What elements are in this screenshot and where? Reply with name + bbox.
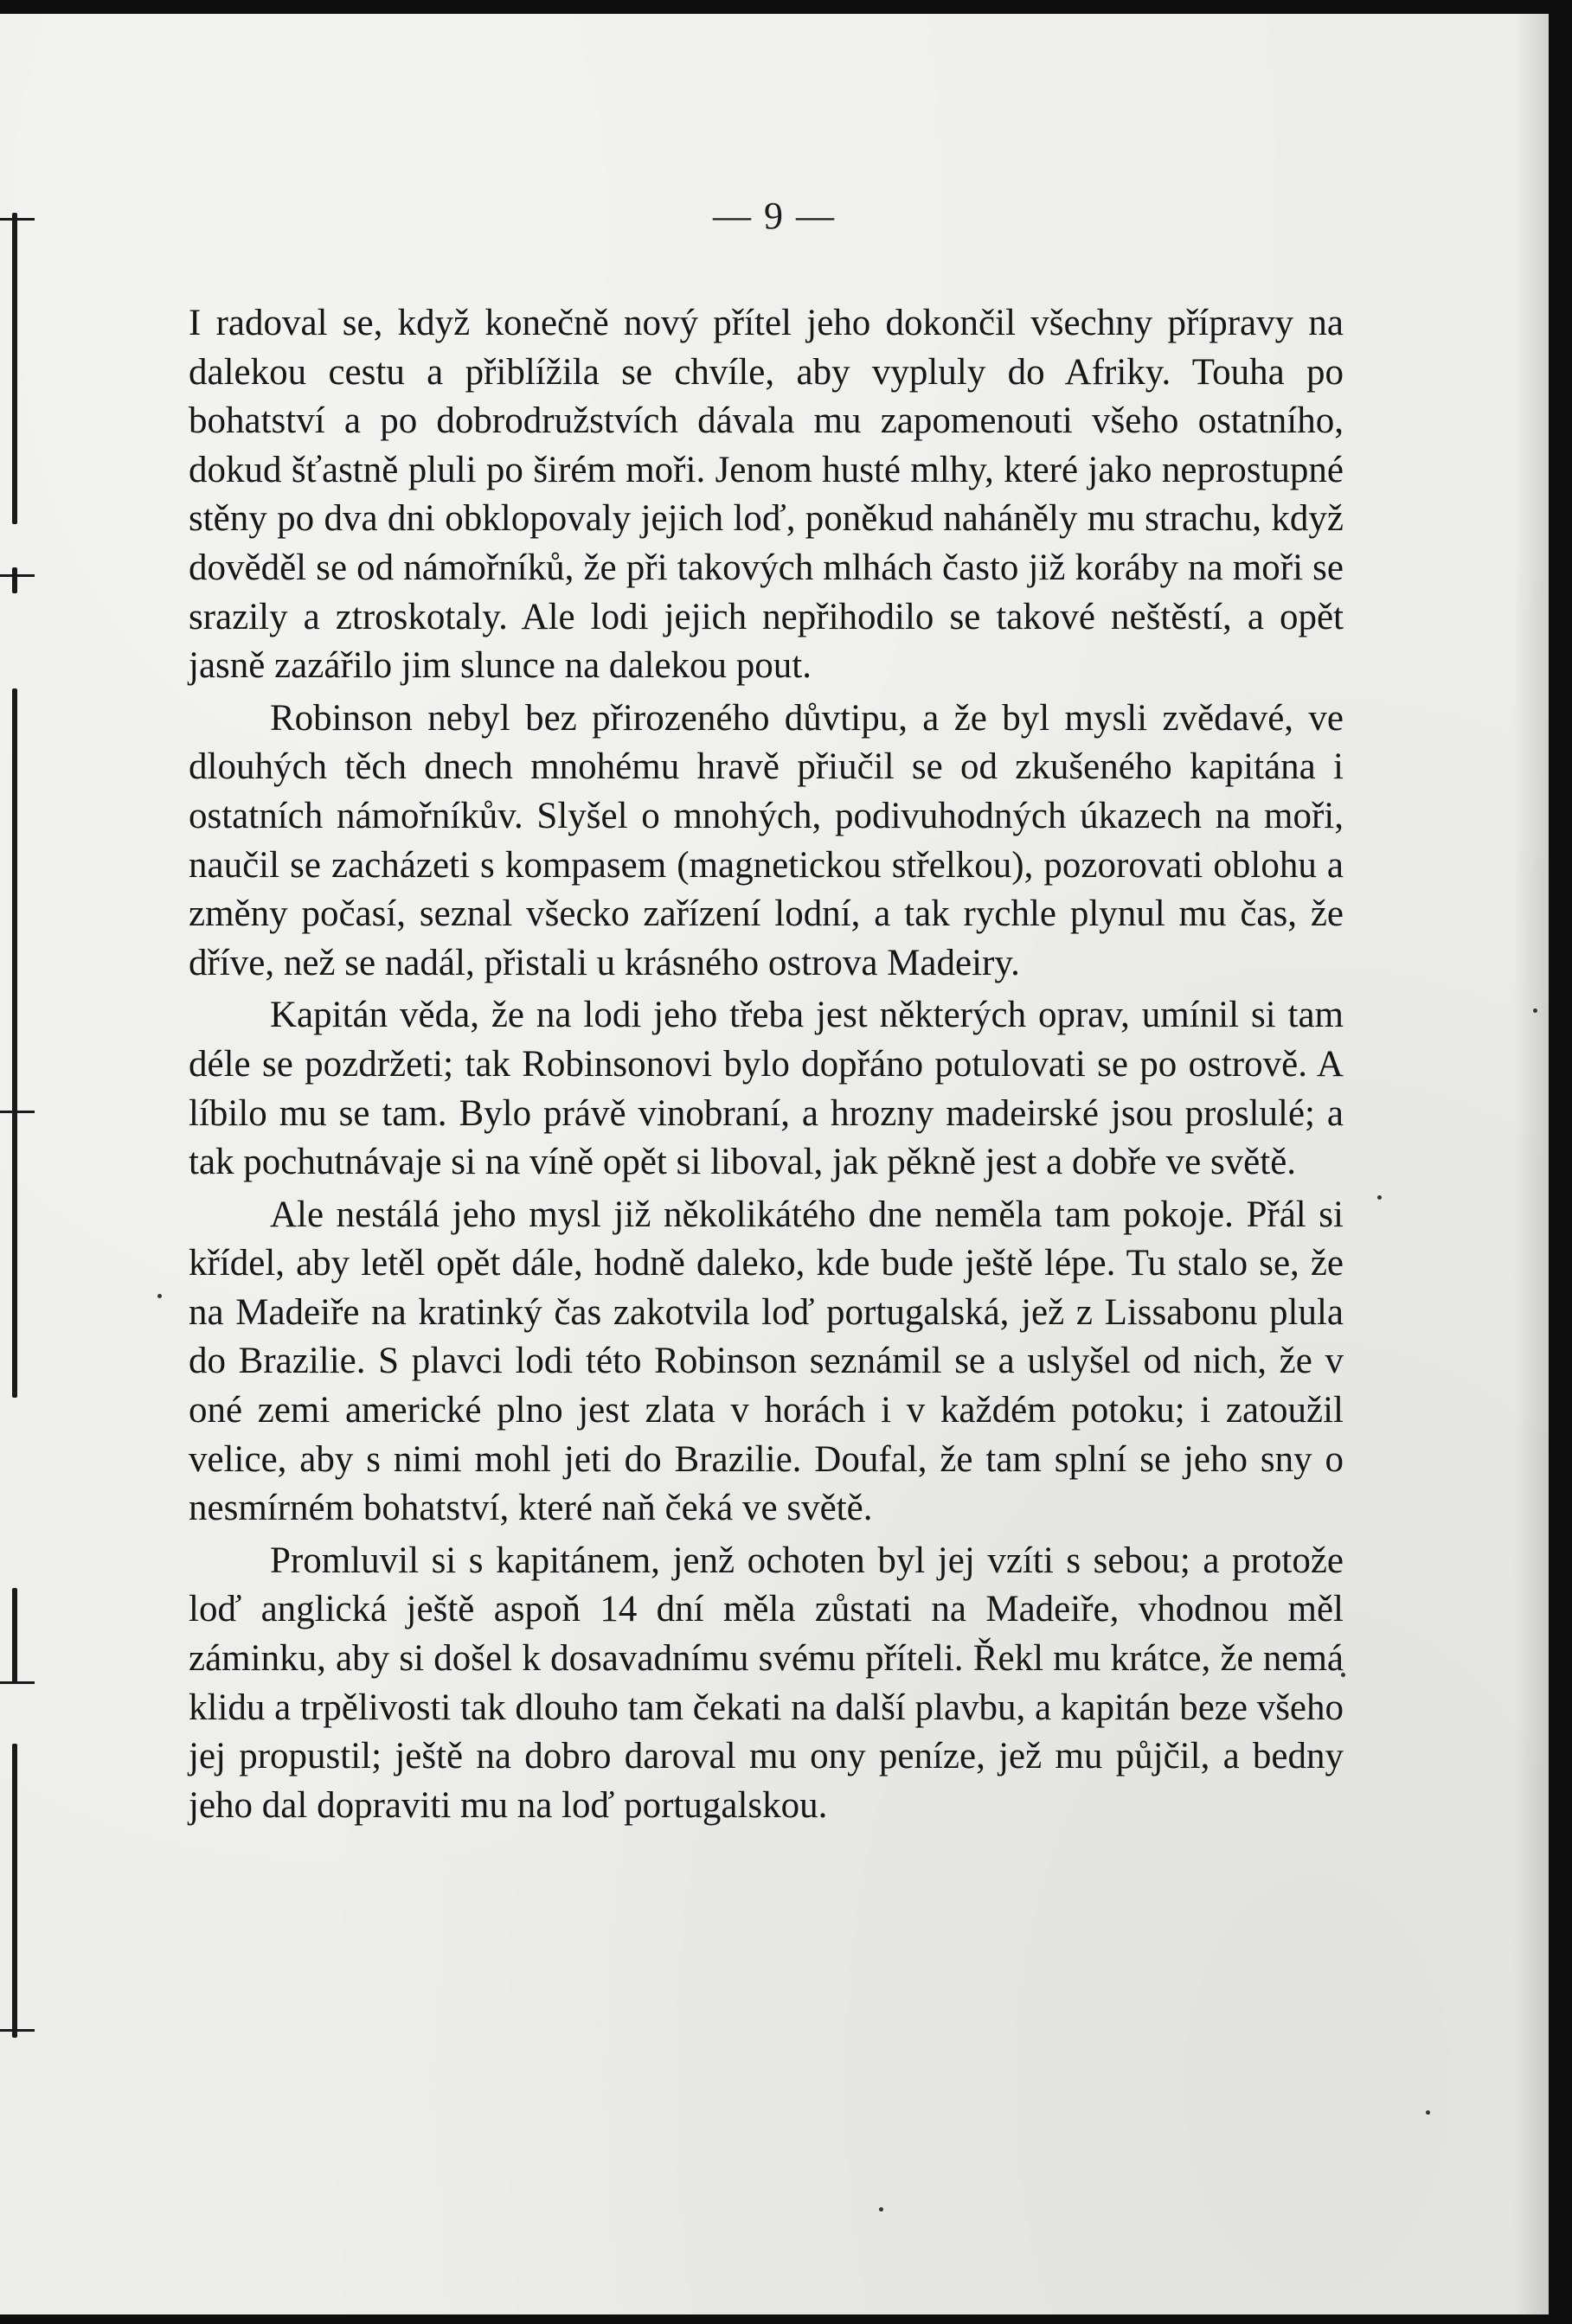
page-speck bbox=[157, 1294, 162, 1298]
book-page bbox=[0, 14, 1549, 2314]
binding-mark bbox=[12, 567, 17, 593]
page-speck bbox=[1377, 1195, 1382, 1200]
body-text bbox=[189, 299, 1344, 1834]
paragraph: Kapitán věda, že na lodi jeho třeba jest některých oprav, umínil si tam déle se pozdržeti; tak Robinsonovi bylo dopřáno potulovati se po ostrově. A líbilo mu se tam. Bylo právě vinobraní, a hrozny madeirské jsou proslulé; a tak pochutnávaje si na víně opět si liboval, jak pěkně jest a dobře ve světě. bbox=[189, 995, 1344, 1183]
binding-mark bbox=[12, 1588, 17, 1683]
page-speck bbox=[1533, 1008, 1537, 1013]
page-edge-shadow bbox=[1514, 14, 1549, 2314]
binding-mark bbox=[12, 213, 17, 524]
binding-tick bbox=[0, 1681, 35, 1684]
paragraph: Ale nestálá jeho mysl již několikátého dne neměla tam pokoje. Přál si křídel, aby letěl opět dále, hodně daleko, kde bude ještě lépe. Tu stalo se, že na Madeiře na kratinký čas zakotvila loď portugalská, jež z Lissabonu plula do Brazilie. S plavci lodi této Robinson seznámil se a uslyšel od nich, že v oné zemi americké plno jest zlata v horách i v každém potoku; i zatoužil velice, aby s nimi mohl jeti do Brazilie. Doufal, že tam splní se jeho sny o nesmírném bohatství, které naň čeká ve světě. bbox=[189, 1194, 1344, 1529]
paragraph: I radoval se, když konečně nový přítel jeho dokončil všechny přípravy na dalekou cestu a přiblížila se chvíle, aby vypluly do Afriky. Touha po bohatství a po dobrodružstvích dávala mu zapomenouti všeho ostatního, dokud šťastně pluli po širém moři. Jenom husté mlhy, které jako neprostupné stěny po dva dni obklopovaly jejich loď, poněkud naháněly mu strachu, když dověděl se od námořníků, že při takových mlhách často již koráby na moři se srazily a ztroskotaly. Ale lodi jejich nepřihodilo se takové neštěstí, a opět jasně zazářilo jim slunce na dalekou pout. bbox=[189, 303, 1344, 687]
page-number: — 9 — bbox=[713, 195, 836, 237]
paragraph: Robinson nebyl bez přirozeného důvtipu, a že byl mysli zvědavé, ve dlouhých těch dnech mnohému hravě přiučil se od zkušeného kapitána i ostatních námořníkův. Slyšel o mnohých, podivuhodných úkazech na moři, naučil se zacházeti s kompasem (magnetickou střelkou), pozorovati oblohu a změny počasí, seznal všecko zařízení lodní, a tak rychle plynul mu čas, že dříve, než se nadál, přistali u krásného ostrova Madeiry. bbox=[189, 697, 1344, 983]
binding-mark bbox=[12, 1744, 17, 2038]
binding-mark bbox=[12, 688, 17, 1398]
paragraph: Promluvil si s kapitánem, jenž ochoten byl jej vzíti s sebou; a protože loď anglická ještě aspoň 14 dní měla zůstati na Madeiře, vhodnou měl záminku, aby si došel k dosavadnímu svému příteli. Řekl mu krátce, že nemá klidu a trpělivosti tak dlouho tam čekati na další plavbu, a kapitán beze všeho jej propustil; ještě na dobro daroval mu ony peníze, jež mu půjčil, a bedny jeho dal dopraviti mu na loď portugalskou. bbox=[189, 1540, 1344, 1826]
binding-tick bbox=[0, 574, 35, 577]
binding-tick bbox=[0, 1111, 35, 1113]
page-speck bbox=[879, 2207, 883, 2212]
binding-tick bbox=[0, 2029, 35, 2032]
page-speck bbox=[1426, 2110, 1430, 2115]
